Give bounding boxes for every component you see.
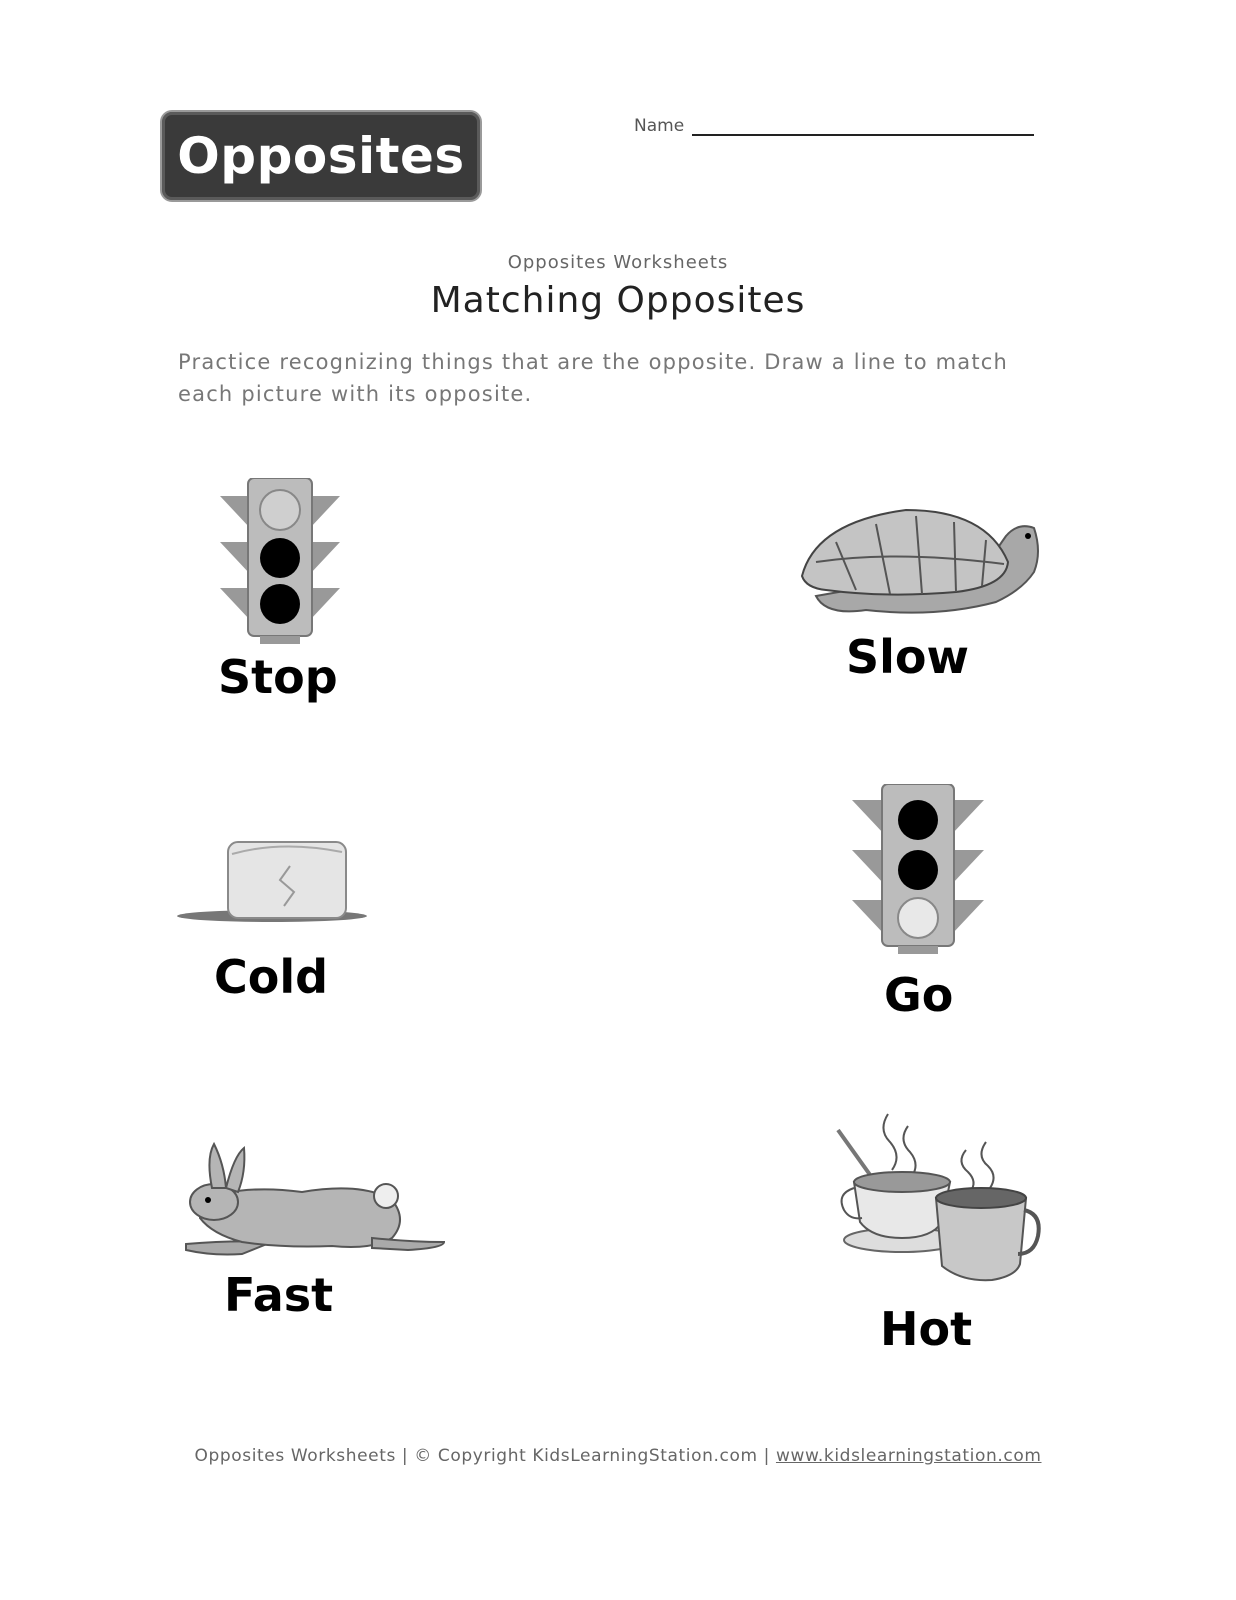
word-go: Go: [884, 968, 954, 1022]
turtle-icon: [796, 506, 1046, 616]
word-cold: Cold: [214, 950, 329, 1004]
name-label: Name: [634, 116, 685, 136]
rabbit-icon: [172, 1138, 452, 1268]
footer: [0, 1446, 1236, 1466]
name-field-line[interactable]: [692, 134, 1034, 136]
ice-cube-icon: [172, 836, 372, 936]
go-traffic-light-icon: [850, 784, 990, 954]
worksheet-subtitle: Opposites Worksheets: [507, 252, 729, 273]
hot-drinks-icon: [832, 1106, 1042, 1286]
word-slow: Slow: [846, 630, 969, 684]
footer-text: Opposites Worksheets | © Copyright KidsLearningStation.com |: [194, 1446, 776, 1466]
worksheet-badge: [160, 110, 482, 202]
word-stop: Stop: [218, 650, 338, 704]
stop-traffic-light-icon: [200, 478, 360, 648]
footer-link[interactable]: www.kidslearningstation.com: [775, 1446, 1042, 1466]
match-item-cold[interactable]: [172, 836, 372, 1006]
match-item-go[interactable]: [850, 784, 990, 1024]
match-item-fast[interactable]: [172, 1138, 452, 1328]
match-item-hot[interactable]: [832, 1106, 1042, 1356]
badge-text: Opposites: [177, 127, 465, 185]
match-item-slow[interactable]: [796, 506, 1046, 686]
worksheet-instructions: Practice recognizing things that are the opposite. Draw a line to match each picture with its opposite.: [178, 350, 1009, 406]
word-hot: Hot: [880, 1302, 973, 1356]
worksheet-title: Matching Opposites: [430, 280, 806, 321]
word-fast: Fast: [224, 1268, 334, 1322]
match-item-stop[interactable]: [200, 478, 360, 708]
